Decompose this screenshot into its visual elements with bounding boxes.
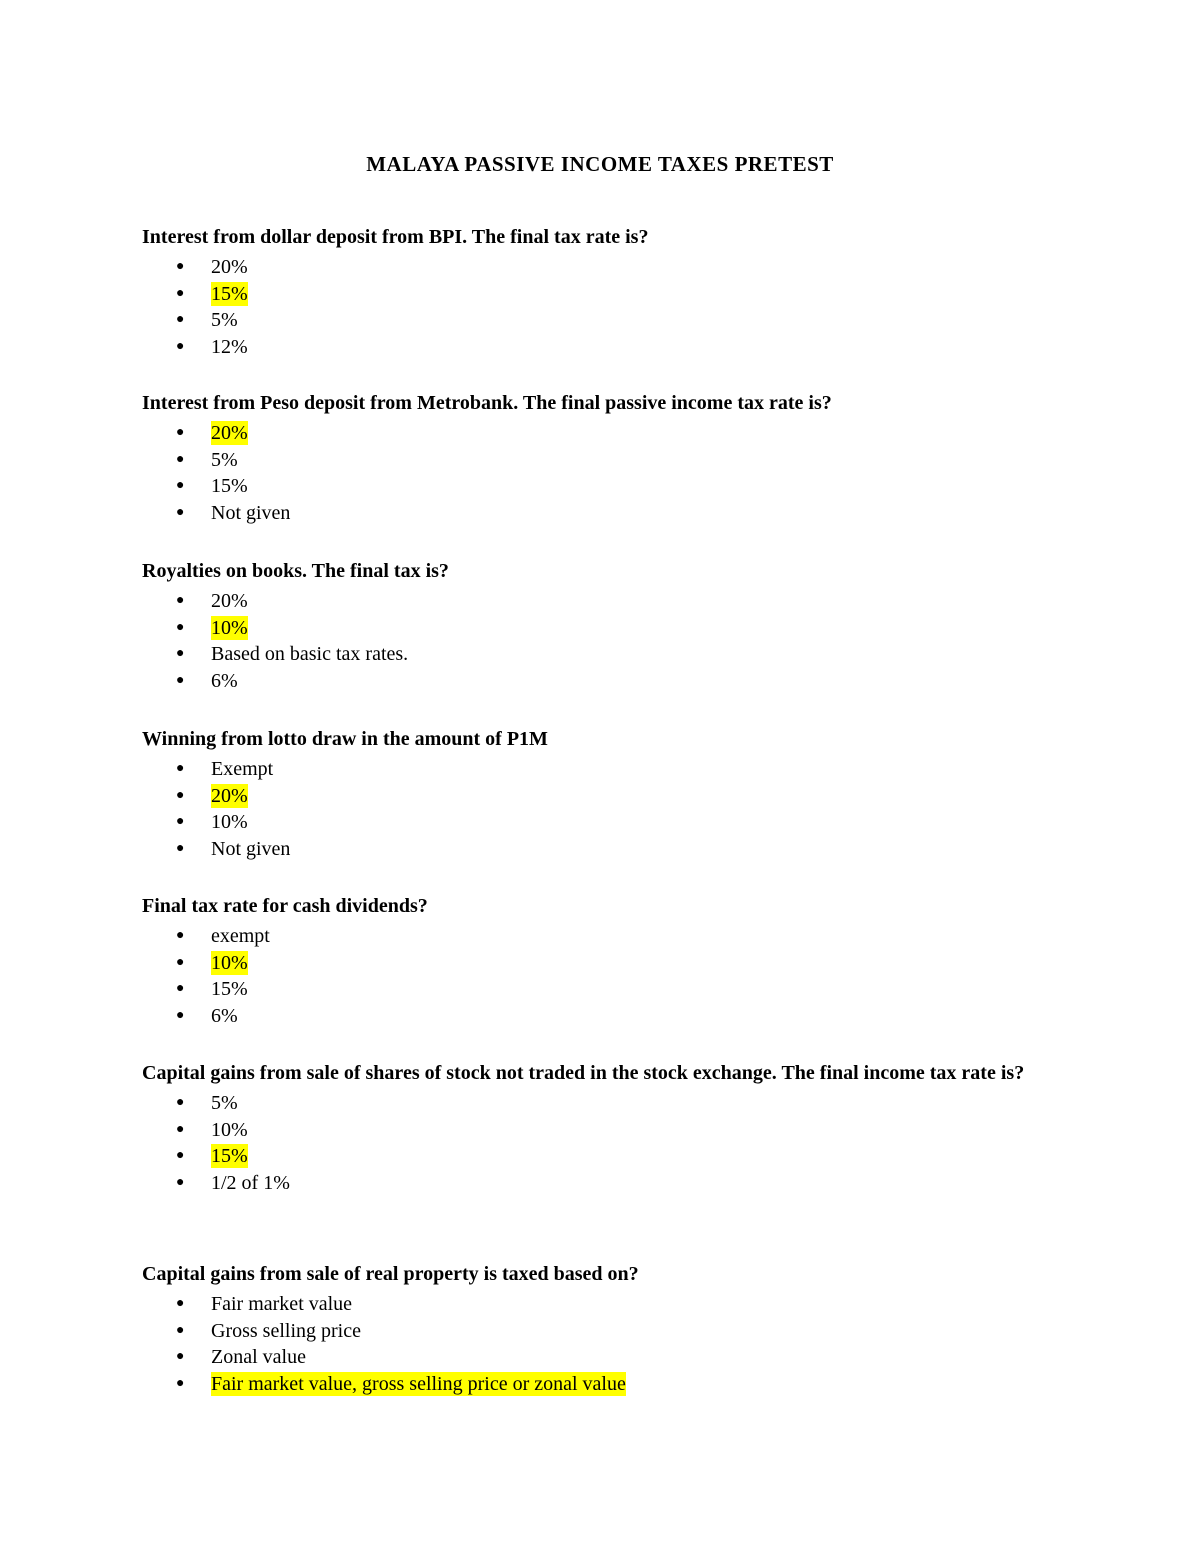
bullet-icon: ● bbox=[176, 787, 185, 803]
highlighted-answer: 10% bbox=[211, 951, 248, 974]
option-label: 6% bbox=[211, 669, 238, 692]
option-item bbox=[142, 783, 1062, 810]
option-item bbox=[142, 1318, 1062, 1345]
document-title: MALAYA PASSIVE INCOME TAXES PRETEST bbox=[366, 152, 834, 176]
option-label: Zonal value bbox=[211, 1346, 306, 1369]
option-list bbox=[142, 588, 1062, 694]
bullet-icon: ● bbox=[176, 425, 185, 441]
option-item bbox=[142, 420, 1062, 447]
question-1 bbox=[142, 220, 1062, 360]
option-label: 20% bbox=[211, 590, 248, 613]
option-item bbox=[142, 923, 1062, 950]
option-label: Exempt bbox=[211, 758, 274, 781]
bullet-icon: ● bbox=[176, 1322, 185, 1338]
question-text: Royalties on books. The final tax is? bbox=[142, 560, 449, 582]
bullet-icon: ● bbox=[176, 259, 185, 275]
bullet-icon: ● bbox=[176, 619, 185, 635]
bullet-icon: ● bbox=[176, 814, 185, 830]
option-item bbox=[142, 473, 1062, 500]
option-item bbox=[142, 588, 1062, 615]
option-label: 5% bbox=[211, 1092, 238, 1115]
highlighted-answer: 15% bbox=[211, 282, 248, 305]
bullet-icon: ● bbox=[176, 1148, 185, 1164]
highlighted-answer: Fair market value, gross selling price or zonal value bbox=[211, 1372, 626, 1395]
option-item bbox=[142, 254, 1062, 281]
option-item bbox=[142, 1371, 1062, 1398]
bullet-icon: ● bbox=[176, 1121, 185, 1137]
question-4 bbox=[142, 722, 1062, 862]
highlighted-answer: 10% bbox=[211, 616, 248, 639]
option-label: 12% bbox=[211, 335, 248, 358]
bullet-icon: ● bbox=[176, 840, 185, 856]
option-item bbox=[142, 447, 1062, 474]
option-item bbox=[142, 307, 1062, 334]
option-label: Not given bbox=[211, 837, 291, 860]
option-item bbox=[142, 1143, 1042, 1170]
bullet-icon: ● bbox=[176, 761, 185, 777]
bullet-icon: ● bbox=[176, 1174, 185, 1190]
option-label: exempt bbox=[211, 925, 270, 948]
option-label: Gross selling price bbox=[211, 1319, 361, 1342]
option-item bbox=[142, 641, 1062, 668]
option-label: 1/2 of 1% bbox=[211, 1171, 290, 1194]
option-item bbox=[142, 950, 1062, 977]
option-list bbox=[142, 1291, 1062, 1397]
question-2 bbox=[142, 386, 1062, 526]
option-item bbox=[142, 500, 1062, 527]
option-item bbox=[142, 668, 1062, 695]
option-item bbox=[142, 1117, 1042, 1144]
option-label: 10% bbox=[211, 811, 248, 834]
option-list bbox=[142, 923, 1062, 1029]
option-item bbox=[142, 281, 1062, 308]
option-item bbox=[142, 1090, 1042, 1117]
bullet-icon: ● bbox=[176, 1007, 185, 1023]
bullet-icon: ● bbox=[176, 285, 185, 301]
bullet-icon: ● bbox=[176, 1296, 185, 1312]
highlighted-answer: 20% bbox=[211, 784, 248, 807]
bullet-icon: ● bbox=[176, 1349, 185, 1365]
bullet-icon: ● bbox=[176, 672, 185, 688]
question-text: Final tax rate for cash dividends? bbox=[142, 895, 428, 917]
option-label: Based on basic tax rates. bbox=[211, 643, 409, 666]
bullet-icon: ● bbox=[176, 981, 185, 997]
question-text: Capital gains from sale of real property is taxed based on? bbox=[142, 1263, 639, 1285]
option-label: Not given bbox=[211, 501, 291, 524]
bullet-icon: ● bbox=[176, 1375, 185, 1391]
option-label: 15% bbox=[211, 978, 248, 1001]
option-label: 6% bbox=[211, 1004, 238, 1027]
option-label: 5% bbox=[211, 309, 238, 332]
question-3 bbox=[142, 554, 1062, 694]
option-label: 10% bbox=[211, 1118, 248, 1141]
question-6 bbox=[142, 1056, 1042, 1196]
bullet-icon: ● bbox=[176, 593, 185, 609]
option-item bbox=[142, 756, 1062, 783]
bullet-icon: ● bbox=[176, 312, 185, 328]
question-text: Interest from dollar deposit from BPI. The final tax rate is? bbox=[142, 226, 649, 248]
question-text: Interest from Peso deposit from Metrobank. The final passive income tax rate is? bbox=[142, 392, 832, 414]
option-item bbox=[142, 836, 1062, 863]
option-list bbox=[142, 756, 1062, 862]
bullet-icon: ● bbox=[176, 954, 185, 970]
option-item bbox=[142, 334, 1062, 361]
option-item bbox=[142, 1344, 1062, 1371]
option-list bbox=[142, 420, 1062, 526]
option-item bbox=[142, 1291, 1062, 1318]
bullet-icon: ● bbox=[176, 504, 185, 520]
highlighted-answer: 20% bbox=[211, 422, 248, 445]
bullet-icon: ● bbox=[176, 928, 185, 944]
bullet-icon: ● bbox=[176, 646, 185, 662]
option-item bbox=[142, 809, 1062, 836]
bullet-icon: ● bbox=[176, 478, 185, 494]
highlighted-answer: 15% bbox=[211, 1145, 248, 1168]
option-label: 5% bbox=[211, 448, 238, 471]
bullet-icon: ● bbox=[176, 1095, 185, 1111]
option-item bbox=[142, 1003, 1062, 1030]
bullet-icon: ● bbox=[176, 451, 185, 467]
question-5 bbox=[142, 889, 1062, 1029]
question-text: Winning from lotto draw in the amount of P1M bbox=[142, 728, 548, 750]
bullet-icon: ● bbox=[176, 338, 185, 354]
option-label: 20% bbox=[211, 256, 248, 279]
option-item bbox=[142, 615, 1062, 642]
option-label: 15% bbox=[211, 475, 248, 498]
question-7 bbox=[142, 1257, 1062, 1397]
question-text: Capital gains from sale of shares of stock not traded in the stock exchange. The final income tax rate is? bbox=[142, 1062, 1025, 1084]
option-list bbox=[142, 254, 1062, 360]
option-item bbox=[142, 976, 1062, 1003]
option-label: Fair market value bbox=[211, 1293, 353, 1316]
option-list bbox=[142, 1090, 1042, 1196]
option-item bbox=[142, 1170, 1042, 1197]
